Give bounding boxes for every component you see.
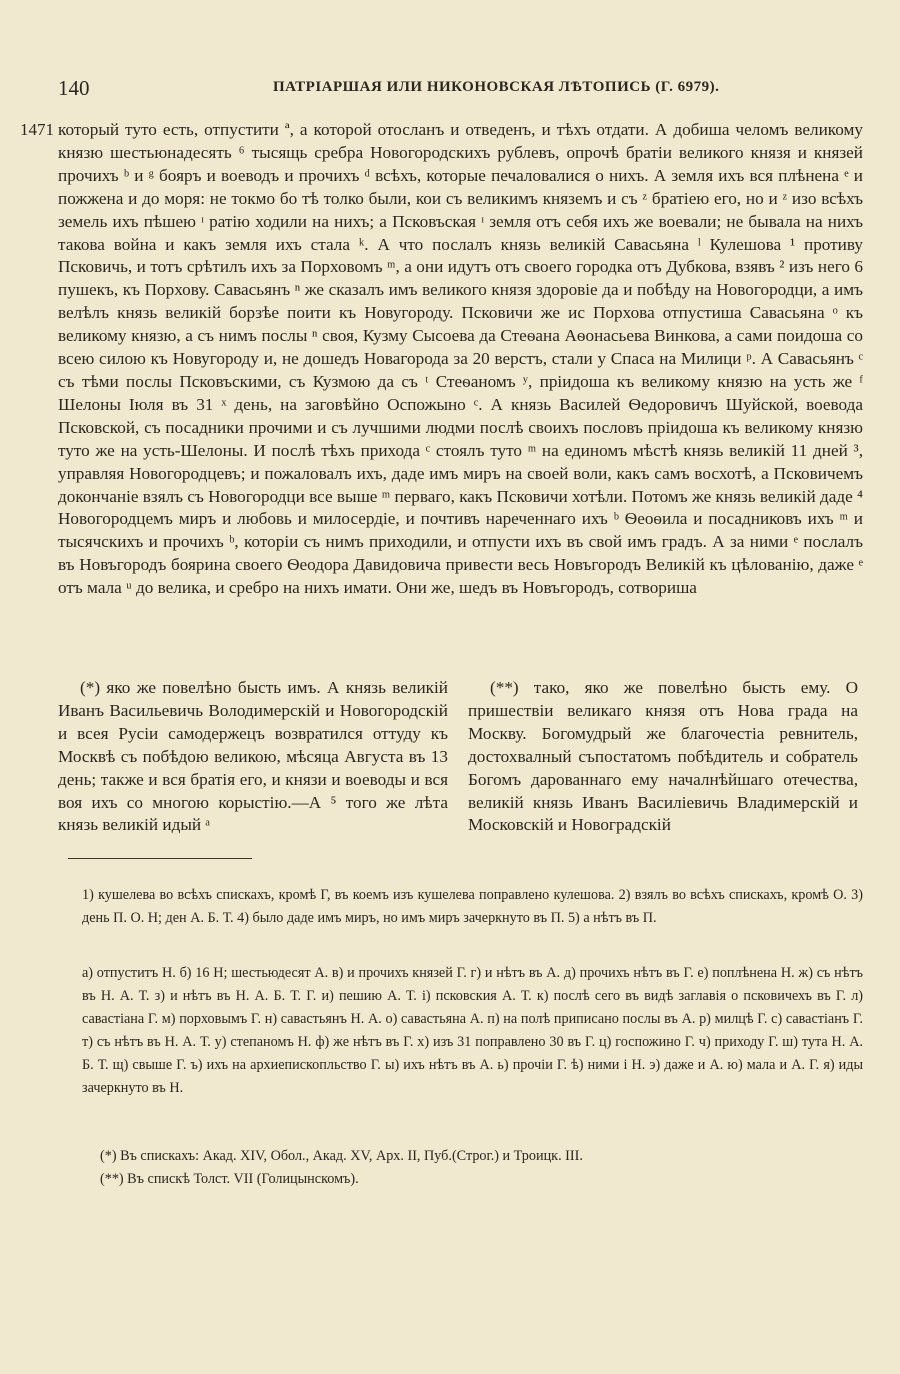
left-column-text: (*) яко же повелѣно бысть имъ. А князь великій Иванъ Васильевичь Володимерскій и Новогородскій и всея Русіи самодержецъ возвратился оттуду къ Москвѣ съ побѣдою великою, мѣсяца Августа въ 13 день; также и вся братія его, и князи и воеводы и вся воя ихъ со многою корыстію.—А ⁵ того же лѣта князь великій идый ᵃ xyxy=(58,678,448,835)
lettered-footnotes xyxy=(82,962,863,1100)
left-column xyxy=(58,677,448,837)
main-text xyxy=(58,119,863,600)
page-header xyxy=(58,76,863,104)
footnote-divider xyxy=(68,858,252,859)
margin-year: 1471 xyxy=(20,120,54,139)
page-number: 140 xyxy=(58,76,90,100)
numbered-footnotes xyxy=(82,884,863,930)
source-notes xyxy=(100,1145,863,1191)
source-note-2: (**) Въ спискѣ Толст. VII (Голицынскомъ). xyxy=(100,1171,359,1187)
numbered-footnotes-text: 1) кушелева во всѣхъ спискахъ, кромѣ Г, въ коемъ изъ кушелева поправлено кулешова. 2) взялъ во всѣхъ спискахъ, кромѣ О. 3) день П. О. Н; ден А. Б. Т. 4) было даде имъ миръ, но имъ миръ зачеркнуто въ П. 5) а нѣтъ въ П. xyxy=(82,887,863,926)
right-column xyxy=(468,677,858,837)
source-note-1: (*) Въ спискахъ: Акад. XIV, Обол., Акад. XV, Арх. II, Пуб.(Строг.) и Троицк. III. xyxy=(100,1148,583,1164)
running-title: ПАТРІАРШАЯ ИЛИ НИКОНОВСКАЯ ЛѢТОПИСЬ (Г. 6979). xyxy=(273,79,720,95)
parallel-columns xyxy=(58,677,863,847)
main-paragraph: который туто есть, отпустити ª, а которой отосланъ и отведенъ, и тѣхъ отдати. А добиша челомъ великому князю шестьюнадесять ⁶ тысящь сребра Новогородскихъ рублевъ, опрочѣ братіи великого князя и князей прочихъ ᵇ и ᵍ бояръ и воеводъ и прочихъ ᵈ всѣхъ, которые печаловалися о нихъ. А земля ихъ вся плѣнена ᵉ и пожжена и до моря: не токмо бо тѣ толко были, кои съ великимъ княземъ и съ ᶻ братіею его, но и ᶻ изо всѣхъ земель ихъ пѣшею ᶦ ратію ходили на нихъ; а Псковъская ᶦ земля отъ себя ихъ же воевали; не бывала на нихъ такова война и какъ земля ихъ стала ᵏ. А что послалъ князь великій Савасьяна ˡ Кулешова ¹ противу Псковичь, и тотъ срѣтилъ ихъ за Порховомъ ᵐ, а они идутъ отъ своего городка отъ Дубкова, взявъ ² изъ него 6 пушекъ, къ Порхову. Савасьянъ ⁿ же сказалъ имъ великого князя здоровіе да и побѣду на Новогородци, а имъ велѣлъ князь великій борзѣе поити къ Новугороду. Псковичи же ис Порхова отпустиша Савасьяна ᵒ къ великому князю, а съ нимъ послы ⁿ своя, Кузму Сысоева да Стеѳана Аѳонасьева Винкова, а сами поидоша со всею силою къ Новугороду и, не дошедъ Новагорода за 20 верстъ, стали у Спаса на Милици ᵖ. А Савасьянъ ᶜ съ тѣми послы Псковъскими, съ Кузмою да съ ᵗ Стеѳаномъ ʸ, прiидоша къ великому князю на усть же ᶠ Шелоны Іюля въ 31 ˣ день, на заговѣйно Оспожыно ᶜ. А князь Василей Ѳедоровичъ Шуйской, воевода Псковской, съ посадники прочими и съ лучшими людми послѣ своихъ пословъ прiидоша къ великому князю туто же на усть-Шелоны. И послѣ тѣхъ прихода ᶜ стоялъ туто ᵐ на единомъ мѣстѣ князь великій 11 дней ³, управляя Новогородцевъ; и пожаловалъ ихъ, даде имъ миръ на своей воли, какъ самъ восхотѣ, а Псковичемъ докончаніе взялъ съ Новогородци все выше ᵐ перваго, какъ Псковичи хотѣли. Потомъ же князь великій даде ⁴ Новогородцемъ миръ и любовь и милосердіе, и почтивъ нареченнаго ихъ ᵇ Ѳеоѳила и посадниковъ ихъ ᵐ и тысячскихъ и прочихъ ᵇ, которіи съ нимъ приходили, и отпусти ихъ въ свой имъ градъ. А за ними ᵉ послалъ въ Новъгородъ боярина своего Ѳеодора Давидовича привести весь Новъгородъ Великій къ цѣлованію, даже ᵉ отъ мала ᵘ до велика, и сребро на нихъ имати. Они же, шедъ въ Новъгородъ, сотвориша xyxy=(58,120,863,598)
lettered-footnotes-text: а) отпуститъ Н. б) 16 Н; шестьюдесят А. в) и прочихъ князей Г. г) и нѣтъ въ А. д) прочихъ нѣтъ въ Г. е) поплѣнена Н. ж) съ нѣтъ въ Н. А. Т. з) и нѣтъ въ Н. А. Б. Т. Г. и) пешию А. Т. і) псковския А. Т. к) послѣ сего въ видѣ заглавія о псковичехъ въ Г. л) савастіана Г. м) порховымъ Г. н) савастьянъ Н. А. о) савастьяна А. п) на полѣ приписано послы въ А. р) милцѣ Г. с) савастіанъ Г. т) съ нѣтъ въ Н. А. Т. у) степаномъ Н. ф) же нѣтъ въ Г. х) изъ 31 поправлено 30 въ Г. ц) госпожино Г. ч) приходу Г. ш) тута Н. А. Б. Т. щ) свыше Г. ъ) ихъ на архиепископльство Г. ы) ихъ нѣтъ въ А. ь) прочіи Г. ѣ) ними і Н. э) даже и А. ю) мала и А. Г. я) иды зачеркнуто въ Н. xyxy=(82,965,863,1096)
right-column-text: (**) тако, яко же повелѣно бысть ему. О пришествіи великаго князя отъ Нова града на Москву. Богомудрый же благочестіа ревнитель, достохвалный съпостатомъ побѣдитель и собратель Богомъ дарованнаго ему началнѣйшаго отечества, великій князь Иванъ Василіевичь Владимерскій и Московскій и Новоградскій xyxy=(468,678,858,835)
